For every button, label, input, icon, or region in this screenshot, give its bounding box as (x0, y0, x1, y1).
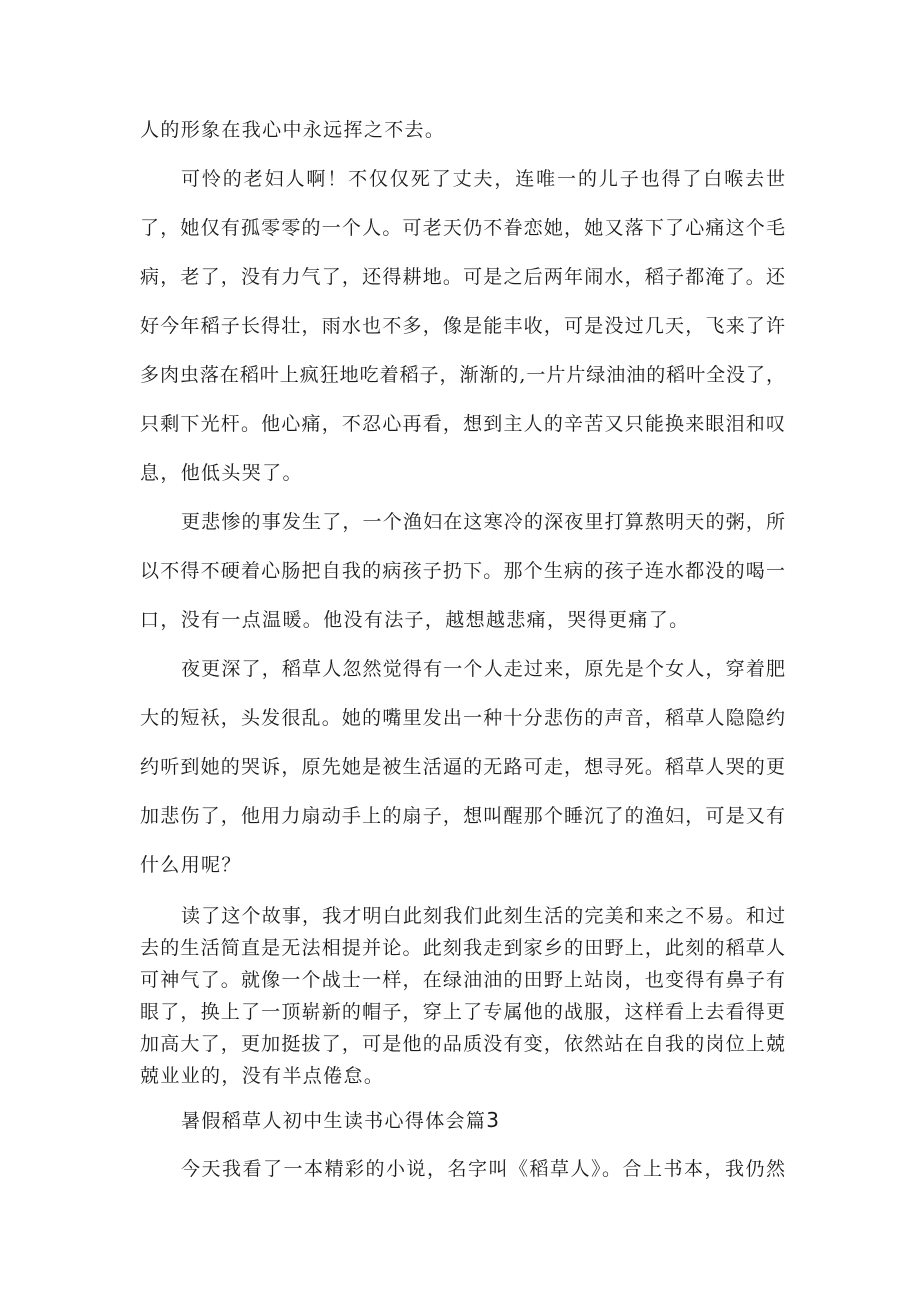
paragraph-line: 人的形象在我心中永远挥之不去。 (140, 119, 446, 141)
paragraph-line: 只剩下光杆。他心痛，不忍心再看，想到主人的辛苦又只能换来眼泪和叹 (140, 413, 785, 435)
heading-text: 暑假稻草人初中生读书心得体会篇 (181, 1110, 487, 1132)
paragraph-line: 息，他低头哭了。 (140, 462, 303, 484)
paragraph-line: 去的生活简直是无法相提并论。此刻我走到家乡的田野上，此刻的稻草人 (140, 937, 785, 959)
paragraph-line: 口，没有一点温暖。他没有法子，越想越悲痛，哭得更痛了。 (140, 609, 690, 631)
paragraph-line: 加高大了，更加挺拔了，可是他的品质没有变，依然站在自我的岗位上兢 (140, 1033, 785, 1055)
paragraph-line: 以不得不硬着心肠把自我的病孩子扔下。那个生病的孩子连水都没的喝一 (140, 560, 785, 582)
paragraph-line: 好今年稻子长得壮，雨水也不多，像是能丰收，可是没过几天，飞来了许 (140, 315, 785, 337)
paragraph-line: 什么用呢？ (140, 854, 242, 876)
paragraph-line: 可神气了。就像一个战士一样，在绿油油的田野上站岗，也变得有鼻子有 (140, 969, 785, 991)
paragraph-line: 约听到她的哭诉，原先她是被生活逼的无路可走，想寻死。稻草人哭的更 (140, 756, 785, 778)
paragraph-line: 读了这个故事，我才明白此刻我们此刻生活的完美和来之不易。和过 (181, 905, 785, 927)
paragraph-line: 可怜的老妇人啊！不仅仅死了丈夫，连唯一的儿子也得了白喉去世 (181, 168, 785, 190)
paragraph-line: 夜更深了，稻草人忽然觉得有一个人走过来，原先是个女人，穿着肥 (181, 658, 785, 680)
paragraph-line: 病，老了，没有力气了，还得耕地。可是之后两年闹水，稻子都淹了。还 (140, 266, 785, 288)
paragraph-line: 眼了，换上了一顶崭新的帽子，穿上了专属他的战服，这样看上去看得更 (140, 1001, 785, 1023)
paragraph-line: 多肉虫落在稻叶上疯狂地吃着稻子，渐渐的,一片片绿油油的稻叶全没了， (140, 364, 785, 386)
paragraph-line: 了，她仅有孤零零的一个人。可老天仍不眷恋她，她又落下了心痛这个毛 (140, 217, 785, 239)
paragraph-line: 更悲惨的事发生了，一个渔妇在这寒冷的深夜里打算熬明天的粥，所 (181, 511, 785, 533)
heading-number: 3 (486, 1108, 501, 1132)
paragraph-line: 加悲伤了，他用力扇动手上的扇子，想叫醒那个睡沉了的渔妇，可是又有 (140, 805, 785, 827)
paragraph-line: 兢业业的，没有半点倦怠。 (140, 1065, 385, 1087)
section-heading (181, 1108, 785, 1133)
paragraph-line: 大的短袄，头发很乱。她的嘴里发出一种十分悲伤的声音，稻草人隐隐约 (140, 707, 785, 729)
paragraph-line: 今天我看了一本精彩的小说，名字叫《稻草人》。合上书本，我仍然 (181, 1158, 785, 1180)
